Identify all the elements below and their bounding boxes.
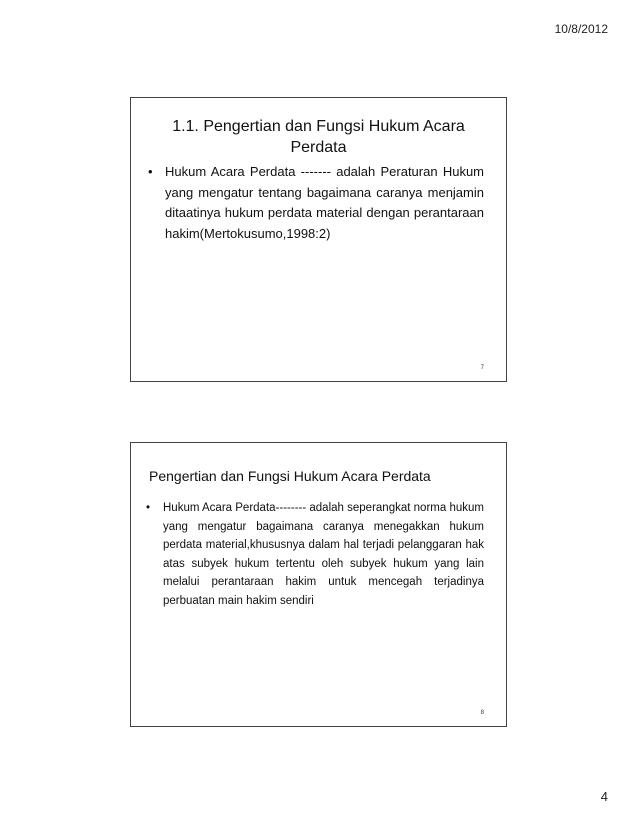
slide-title: 1.1. Pengertian dan Fungsi Hukum Acara Perdata bbox=[172, 118, 465, 156]
print-date: 10/8/2012 bbox=[554, 22, 608, 36]
page-number: 4 bbox=[600, 789, 608, 804]
bullet-text: • Hukum Acara Perdata-------- adalah seperangkat norma hukum yang mengatur bagaimana caranya menegakkan hukum perdata material,khususnya dalam hal terjadi pelanggaran hak atas subyek hukum tertentu oleh subyek hukum yang lain melalui perantaraan hakim untuk mencegah terjadinya perbuatan main hakim sendiri bbox=[143, 499, 484, 610]
slide-number: 8 bbox=[480, 710, 484, 716]
slide-number: 7 bbox=[480, 365, 484, 371]
slide-7 bbox=[130, 97, 507, 382]
slide-title: Pengertian dan Fungsi Hukum Acara Perdata bbox=[149, 468, 431, 484]
slide-8 bbox=[130, 442, 507, 727]
bullet-text: • Hukum Acara Perdata ------- adalah Peraturan Hukum yang mengatur tentang bagaimana caranya menjamin ditaatinya hukum perdata material dengan perantaraan hakim(Mertokusumo,1998:2) bbox=[145, 162, 484, 244]
